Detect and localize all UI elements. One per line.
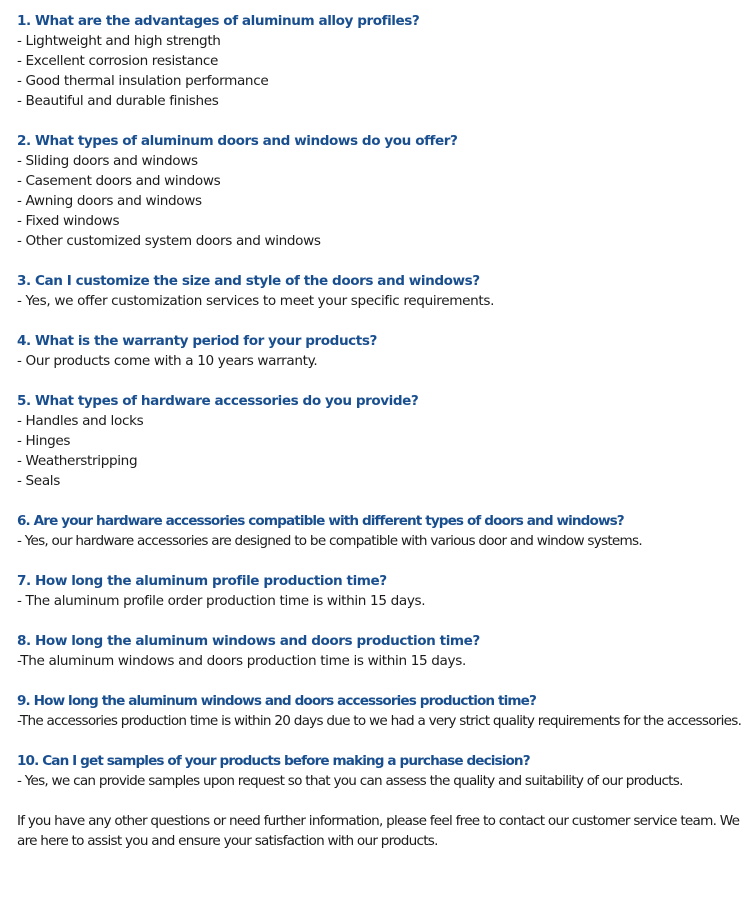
faq-question: 10. Can I get samples of your products before making a purchase decision? (17, 753, 530, 769)
faq-item-5 (17, 391, 742, 491)
faq-answer-line: - Handles and locks (17, 413, 144, 429)
closing-paragraph: If you have any other questions or need further information, please feel free to contact our customer service team. We are here to assist you and ensure your satisfaction with our products. (17, 813, 740, 849)
faq-answer-line: - Good thermal insulation performance (17, 73, 269, 89)
faq-answer-line: - Sliding doors and windows (17, 153, 198, 169)
faq-answer-line: - Excellent corrosion resistance (17, 53, 219, 69)
faq-answer-line: - Fixed windows (17, 213, 120, 229)
faq-question: 3. Can I customize the size and style of the doors and windows? (17, 273, 480, 289)
faq-answer-line: - Hinges (17, 433, 71, 449)
faq-item-1 (17, 11, 742, 111)
faq-question: 8. How long the aluminum windows and doors production time? (17, 633, 480, 649)
faq-answer-line: - Our products come with a 10 years warranty. (17, 353, 318, 369)
faq-item-10 (17, 751, 742, 791)
faq-answer-line: - Beautiful and durable finishes (17, 93, 219, 109)
faq-answer-line: - Yes, our hardware accessories are designed to be compatible with various door and window systems. (17, 533, 642, 549)
faq-answer-line: - Casement doors and windows (17, 173, 221, 189)
faq-question: 4. What is the warranty period for your products? (17, 333, 377, 349)
faq-answer-line: - Awning doors and windows (17, 193, 202, 209)
faq-question: 9. How long the aluminum windows and doors accessories production time? (17, 693, 536, 709)
faq-question: 5. What types of hardware accessories do you provide? (17, 393, 419, 409)
faq-answer-line: - Seals (17, 473, 60, 489)
faq-item-3 (17, 271, 742, 311)
faq-item-8 (17, 631, 742, 671)
faq-document (17, 11, 742, 851)
faq-answer-line: - Lightweight and high strength (17, 33, 221, 49)
faq-item-4 (17, 331, 742, 371)
faq-item-6 (17, 511, 742, 551)
faq-answer-line: - The aluminum profile order production time is within 15 days. (17, 593, 426, 609)
faq-item-9 (17, 691, 742, 731)
faq-item-2 (17, 131, 742, 251)
faq-question: 6. Are your hardware accessories compatible with different types of doors and windows? (17, 513, 624, 529)
faq-answer-line: - Yes, we offer customization services to meet your specific requirements. (17, 293, 495, 309)
faq-question: 7. How long the aluminum profile production time? (17, 573, 387, 589)
faq-answer-line: -The accessories production time is within 20 days due to we had a very strict quality requirements for the accessories. (17, 713, 742, 729)
faq-answer-line: - Yes, we can provide samples upon request so that you can assess the quality and suitability of our products. (17, 773, 683, 789)
faq-question: 2. What types of aluminum doors and windows do you offer? (17, 133, 458, 149)
faq-answer-line: -The aluminum windows and doors production time is within 15 days. (17, 653, 466, 669)
faq-answer-line: - Weatherstripping (17, 453, 138, 469)
faq-item-7 (17, 571, 742, 611)
faq-question: 1. What are the advantages of aluminum alloy profiles? (17, 13, 420, 29)
faq-answer-line: - Other customized system doors and windows (17, 233, 321, 249)
